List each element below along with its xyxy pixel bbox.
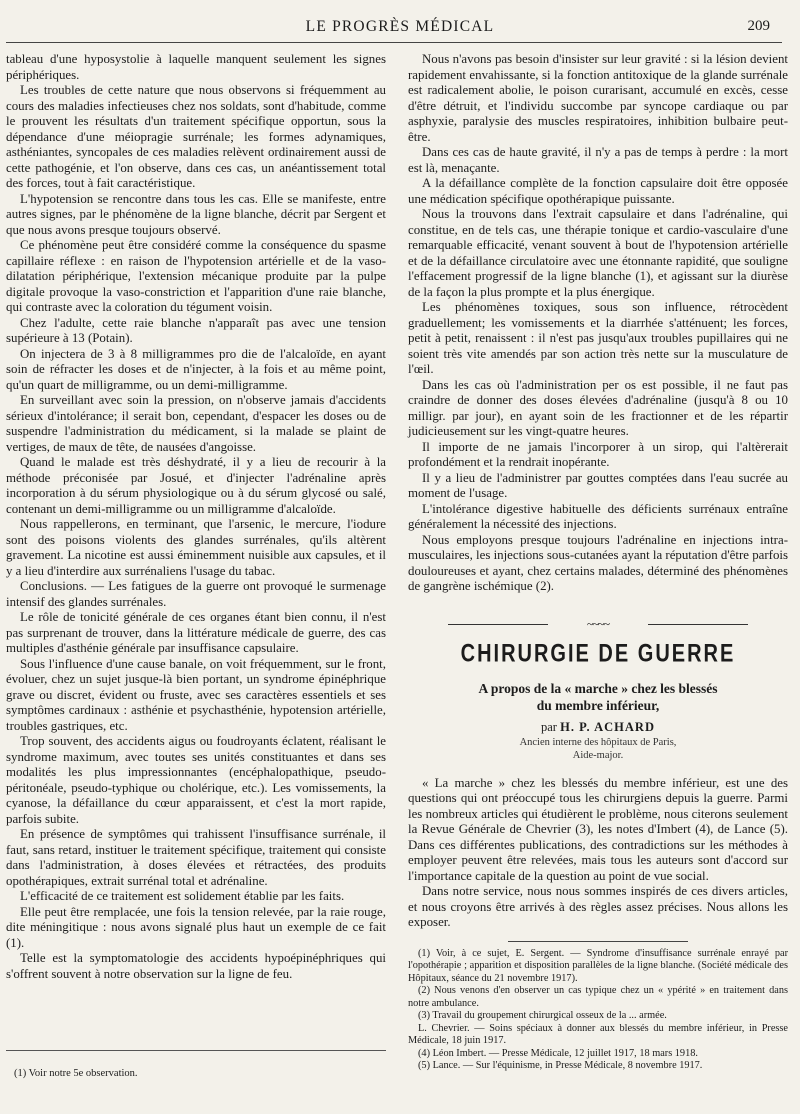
footnote: L. Chevrier. — Soins spéciaux à donner aux blessés du membre inférieur, in Presse Médicale, 18 juin 1917.: [408, 1022, 788, 1046]
footnote: (2) Nous venons d'en observer un cas typique chez un « ypérité » en traitement dans notre ambulance.: [408, 985, 788, 1009]
left-footnote: (1) Voir notre 5e observation.: [14, 1068, 138, 1079]
paragraph: Chez l'adulte, cette raie blanche n'apparaît pas avec une tension supérieure à 13 (Potain).: [6, 315, 386, 345]
right-column: [408, 52, 788, 1073]
paragraph: Les phénomènes toxiques, sous son influence, rétrocèdent graduellement; les vomissements et la diarrhée s'atténuent; les forces, petit à petit, renaissent : il n'est pas jusqu'aux troubles pupillaires qui ne soient très vite amendés par son action très nette sur la musculature de l'œil.: [408, 300, 788, 376]
paragraph: Le rôle de tonicité générale de ces organes étant bien connu, il n'est pas surprenant de trouver, dans la littérature médicale de guerre, des cas multiples d'asthénie générale par insuffisance capsulaire.: [6, 610, 386, 655]
footnotes-rule: [508, 941, 688, 942]
paragraph: En présence de symptômes qui trahissent l'insuffisance surrénale, il faut, sans retard, instituer le traitement spécifique, traitement qui consiste dans l'administration, à doses élevées et rétractées, des produits opothérapiques, extrait surrénal total et adrénaline.: [6, 827, 386, 888]
article-paragraph: Dans notre service, nous nous sommes inspirés de ces divers articles, et nous croyons être arrivés à des règles assez précises. Nous allons les exposer.: [408, 884, 788, 929]
section-title: CHIRURGIE DE GUERRE: [460, 639, 736, 668]
ornament-line: [648, 624, 748, 625]
paragraph: Sous l'influence d'une cause banale, on voit fréquemment, sur le front, évoluer, chez un sujet jusque-là bien portant, un syndrome épinéphrique grave ou discret, évident ou fruste, avec ses caractères essentiels et ses symptômes cardinaux : asthénie et psychasthénie, hypotension artérielle, troubles gastriques, etc.: [6, 656, 386, 733]
paragraph: Il y a lieu de l'administrer par gouttes comptées dans l'eau sucrée au moment de l'usage.: [408, 470, 788, 500]
paragraph: L'hypotension se rencontre dans tous les cas. Elle se manifeste, entre autres signes, par le phénomène de la ligne blanche, décrit par Sergent et que nous avons presque toujours observé.: [6, 191, 386, 237]
paragraph: Dans ces cas de haute gravité, il n'y a pas de temps à perdre : la mort est là, menaçante.: [408, 145, 788, 175]
paragraph: A la défaillance complète de la fonction capsulaire doit être opposée une médication spécifique opothérapique puissante.: [408, 176, 788, 206]
author-name: H. P. ACHARD: [560, 720, 655, 734]
paragraph: Nous employons presque toujours l'adrénaline en injections intra-musculaires, les injections sous-cutanées ayant la réputation d'être parfois douloureuses et ayant, chez certains malades, déterminé des phénomènes de gangrène ischémique (2).: [408, 532, 788, 593]
paragraph: En surveillant avec soin la pression, on n'observe jamais d'accidents sérieux d'intolérance; il serait bon, cependant, d'espacer les doses ou de suspendre l'administration du médicament, si la malade se plaint de vertiges, de maux de tête, de nausées d'angoisse.: [6, 393, 386, 454]
footnote-rule: [6, 1050, 386, 1051]
left-column: [6, 52, 386, 982]
paragraph: Trop souvent, des accidents aigus ou foudroyants éclatent, réalisant le syndrome maximum, avec toutes ses unités constituantes et dans ses modalités les plus impressionnantes (encéphalopathique, pseudo-péritonéale, pseudo-typhique ou cholérique, etc.). Les vomissements, la cyanose, la défaillance du cœur apparaissent, et c'est la mort rapide, parfois subite.: [6, 734, 386, 826]
article-paragraph: « La marche » chez les blessés du membre inférieur, est une des questions qui ont préoccupé tous les chirurgiens depuis la guerre. Parmi les nombreux articles qui étudièrent le problème, nous citerons seulement la Revue Générale de Chevrier (3), les notes d'Imbert (4), de Lance (5). Dans ces différentes publications, des contradictions sur les méthodes à employer peuvent être relevées, mais tous les auteurs sont d'accord sur l'importance capitale de la question au point de vue social.: [408, 775, 788, 883]
ornament-glyph: ~~~~: [587, 616, 609, 631]
paragraph: Les troubles de cette nature que nous observons si fréquemment au cours des maladies infectieuses chez nos soldats, sont d'habitude, comme le prouvent les résultats d'un traitement spécifique opportun, sous la dépendance d'une méiopragie surrénale; les formes adynamiques, asthéniantes, syncopales de ces maladies relèvent ordinairement aussi de cette pathogénie, et l'on observe, dans ces cas, un anéantissement total des forces, tout à fait caractéristique.: [6, 83, 386, 190]
page-header: [0, 18, 800, 40]
affiliation-line: Ancien interne des hôpitaux de Paris,: [519, 736, 677, 748]
section-ornament: [408, 617, 788, 631]
paragraph: Ce phénomène peut être considéré comme la conséquence du spasme capillaire réflexe : en raison de l'hypotension artérielle et de la vaso-dilatation périphérique, l'extension mécanique produite par la pulpe digitale provoque la vaso-constriction et l'apparition d'une raie blanche, qui contraste avec la coloration du tégument voisin.: [6, 238, 386, 314]
paragraph: On injectera de 3 à 8 milligrammes pro die de l'alcaloïde, en ayant soin de réfracter les doses et de n'injecter, à la fois et au même point, qu'un quart de milligramme, ou un demi-milligramme.: [6, 346, 386, 392]
paragraph: Nous rappellerons, en terminant, que l'arsenic, le mercure, l'iodure sont des poisons violents des glandes surrénales, qu'ils altèrent gravement. La nicotine est aussi éminemment nuisible aux capsules, et il y a lieu d'interdire aux surrénaliens l'usage du tabac.: [6, 517, 386, 578]
paragraph: Quand le malade est très déshydraté, il y a lieu de recourir à la méthode préconisée par Josué, et d'injecter l'adrénaline après incorporation à du sérum physiologique ou à du sérum glycosé ou salé, contenant un demi-milligramme ou un milligramme d'alcaloïde.: [6, 455, 386, 516]
paragraph: Il importe de ne jamais l'incorporer à un sirop, qui l'altèrerait profondément et la rendrait inopérante.: [408, 439, 788, 469]
affiliation-line: Aide-major.: [572, 749, 624, 761]
paragraph: L'intolérance digestive habituelle des déficients surrénaux entraîne généralement la nécessité des injections.: [408, 501, 788, 531]
footnote: (5) Lance. — Sur l'équinisme, in Presse Médicale, 8 novembre 1917.: [418, 1060, 703, 1071]
header-rule: [6, 42, 782, 43]
ornament-line: [448, 624, 548, 625]
paragraph: Conclusions. — Les fatigues de la guerre ont provoqué le surmenage intensif des glandes surrénales.: [6, 579, 386, 609]
paragraph: tableau d'une hyposystolie à laquelle manquent seulement les signes périphériques.: [6, 52, 386, 82]
running-title: LE PROGRÈS MÉDICAL: [305, 18, 495, 35]
article-title-line-2: du membre inférieur,: [536, 698, 660, 713]
footnote: (3) Travail du groupement chirurgical osseux de la ... armée.: [418, 1010, 667, 1021]
paragraph: Dans les cas où l'administration per os est possible, il ne faut pas craindre de donner des doses élevées d'adrénaline (jusqu'à 8 ou 10 milligr. par jour), en ayant soin de les fractionner et de les répartir judicieusement sur les vingt-quatre heures.: [408, 377, 788, 438]
byline-prefix: par: [541, 720, 557, 734]
byline: [408, 720, 788, 736]
footnote: (1) Voir, à ce sujet, E. Sergent. — Syndrome d'insuffisance surrénale enrayé par l'opothérapie ; apparition et disposition parallèles de la ligne blanche. (Société médicale des Hôpitaux, séance du 21 novembre 1917).: [408, 947, 788, 984]
paragraph: L'efficacité de ce traitement est solidement établie par les faits.: [20, 889, 345, 903]
footnote: (4) Léon Imbert. — Presse Médicale, 12 juillet 1917, 18 mars 1918.: [418, 1047, 698, 1059]
paragraph: Telle est la symptomatologie des accidents hypoépinéphriques qui s'offrent souvent à notre observation sur la ligne de feu.: [6, 951, 386, 981]
footnotes: [408, 948, 788, 1073]
paragraph: Elle peut être remplacée, une fois la tension relevée, par la raie rouge, dite méningitique : nous avons signalé plus haut un exemple de ce fait (1).: [6, 904, 386, 950]
author-affiliation: [408, 736, 788, 762]
article-title-line-1: A propos de la « marche » chez les blessés: [478, 681, 718, 696]
paragraph: Nous la trouvons dans l'extrait capsulaire et dans l'adrénaline, qui constitue, en de tels cas, une thérapie tonique et cardio-vasculaire d'une remarquable efficacité, venant souvent à bout de l'hypotension artérielle et de la défaillance circulatoire avec une étonnante rapidité, que souligne l'effacement progressif de la ligne blanche (1), et agissant sur la diurèse de la façon la plus prompte et la plus énergique.: [408, 207, 788, 299]
page-number: 209: [747, 18, 770, 34]
paragraph: Nous n'avons pas besoin d'insister sur leur gravité : si la lésion devient rapidement envahissante, si la fonction antitoxique de la glande surrénale est radicalement abolie, le poison curarisant, accumulé en excès, cesse d'être détruit, et l'individu succombe par syncope cardiaque ou par asphyxie, paralysie des muscles respiratoires, inhibition bulbaire peut-être.: [408, 52, 788, 144]
